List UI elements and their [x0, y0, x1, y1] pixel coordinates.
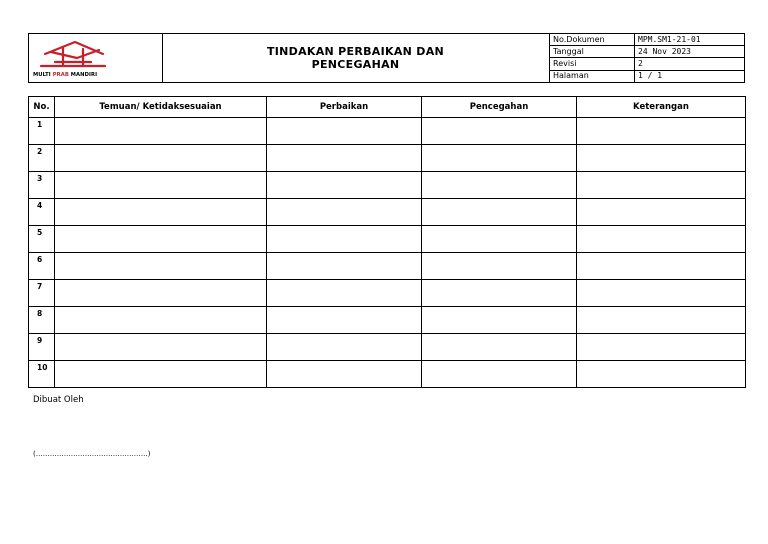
col-header-correction: Perbaikan	[267, 97, 422, 118]
logo-wordmark: MULTI PRAB MANDIRI	[33, 72, 98, 78]
correction-cell[interactable]	[267, 253, 422, 280]
remarks-cell[interactable]	[577, 118, 746, 145]
prevention-cell[interactable]	[422, 199, 577, 226]
row-number: 10	[29, 361, 55, 388]
table-row	[29, 280, 746, 307]
prevention-cell[interactable]	[422, 307, 577, 334]
correction-cell[interactable]	[267, 280, 422, 307]
correction-cell[interactable]	[267, 307, 422, 334]
finding-cell[interactable]	[55, 145, 267, 172]
correction-cell[interactable]	[267, 145, 422, 172]
table-row	[29, 118, 746, 145]
prevention-cell[interactable]	[422, 172, 577, 199]
prevention-cell[interactable]	[422, 334, 577, 361]
table-header-row	[29, 97, 746, 118]
row-number: 6	[29, 253, 55, 280]
meta-value: MPM.SM1-21-01	[635, 34, 745, 46]
signature-line: (…………………………………………)	[33, 450, 151, 458]
table-row	[29, 361, 746, 388]
meta-row	[550, 58, 744, 70]
row-number: 8	[29, 307, 55, 334]
table-row	[29, 172, 746, 199]
remarks-cell[interactable]	[577, 199, 746, 226]
row-number: 3	[29, 172, 55, 199]
meta-key: Halaman	[550, 70, 635, 82]
col-header-prevention: Pencegahan	[422, 97, 577, 118]
table-row	[29, 334, 746, 361]
correction-cell[interactable]	[267, 226, 422, 253]
meta-value: 1 / 1	[638, 71, 663, 81]
corrective-action-table	[28, 96, 746, 388]
document-meta-table	[550, 34, 744, 82]
correction-cell[interactable]	[267, 361, 422, 388]
finding-cell[interactable]	[55, 118, 267, 145]
remarks-cell[interactable]	[577, 145, 746, 172]
meta-key: No.Dokumen	[550, 34, 635, 46]
finding-cell[interactable]	[55, 226, 267, 253]
company-logo	[29, 34, 163, 82]
table-row	[29, 145, 746, 172]
created-by-label: Dibuat Oleh	[33, 395, 84, 405]
row-number: 1	[29, 118, 55, 145]
title-line-1: TINDAKAN PERBAIKAN DAN	[266, 45, 445, 58]
title-line-2: PENCEGAHAN	[311, 58, 400, 71]
correction-cell[interactable]	[267, 199, 422, 226]
meta-key: Revisi	[550, 58, 635, 70]
remarks-cell[interactable]	[577, 226, 746, 253]
document-title	[162, 34, 550, 82]
finding-cell[interactable]	[55, 199, 267, 226]
table-row	[29, 307, 746, 334]
table-row	[29, 226, 746, 253]
remarks-cell[interactable]	[577, 172, 746, 199]
col-header-no: No.	[29, 97, 55, 118]
prevention-cell[interactable]	[422, 361, 577, 388]
meta-row	[550, 34, 744, 46]
document-header	[28, 33, 745, 83]
prevention-cell[interactable]	[422, 145, 577, 172]
correction-cell[interactable]	[267, 172, 422, 199]
correction-cell[interactable]	[267, 118, 422, 145]
remarks-cell[interactable]	[577, 334, 746, 361]
meta-row	[550, 46, 744, 58]
prevention-cell[interactable]	[422, 226, 577, 253]
meta-value: 24 Nov 2023	[635, 46, 745, 58]
meta-value: 2	[635, 58, 745, 70]
row-number: 4	[29, 199, 55, 226]
prevention-cell[interactable]	[422, 280, 577, 307]
row-number: 9	[29, 334, 55, 361]
col-header-finding: Temuan/ Ketidaksesuaian	[55, 97, 267, 118]
prevention-cell[interactable]	[422, 118, 577, 145]
roof-logo-icon	[31, 36, 159, 72]
remarks-cell[interactable]	[577, 253, 746, 280]
correction-cell[interactable]	[267, 334, 422, 361]
finding-cell[interactable]	[55, 280, 267, 307]
remarks-cell[interactable]	[577, 361, 746, 388]
table-row	[29, 253, 746, 280]
finding-cell[interactable]	[55, 334, 267, 361]
remarks-cell[interactable]	[577, 280, 746, 307]
meta-key: Tanggal	[550, 46, 635, 58]
meta-row	[550, 70, 744, 82]
remarks-cell[interactable]	[577, 307, 746, 334]
finding-cell[interactable]	[55, 253, 267, 280]
row-number: 2	[29, 145, 55, 172]
prevention-cell[interactable]	[422, 253, 577, 280]
row-number: 5	[29, 226, 55, 253]
finding-cell[interactable]	[55, 361, 267, 388]
table-row	[29, 199, 746, 226]
finding-cell[interactable]	[55, 307, 267, 334]
row-number: 7	[29, 280, 55, 307]
finding-cell[interactable]	[55, 172, 267, 199]
col-header-remarks: Keterangan	[577, 97, 746, 118]
